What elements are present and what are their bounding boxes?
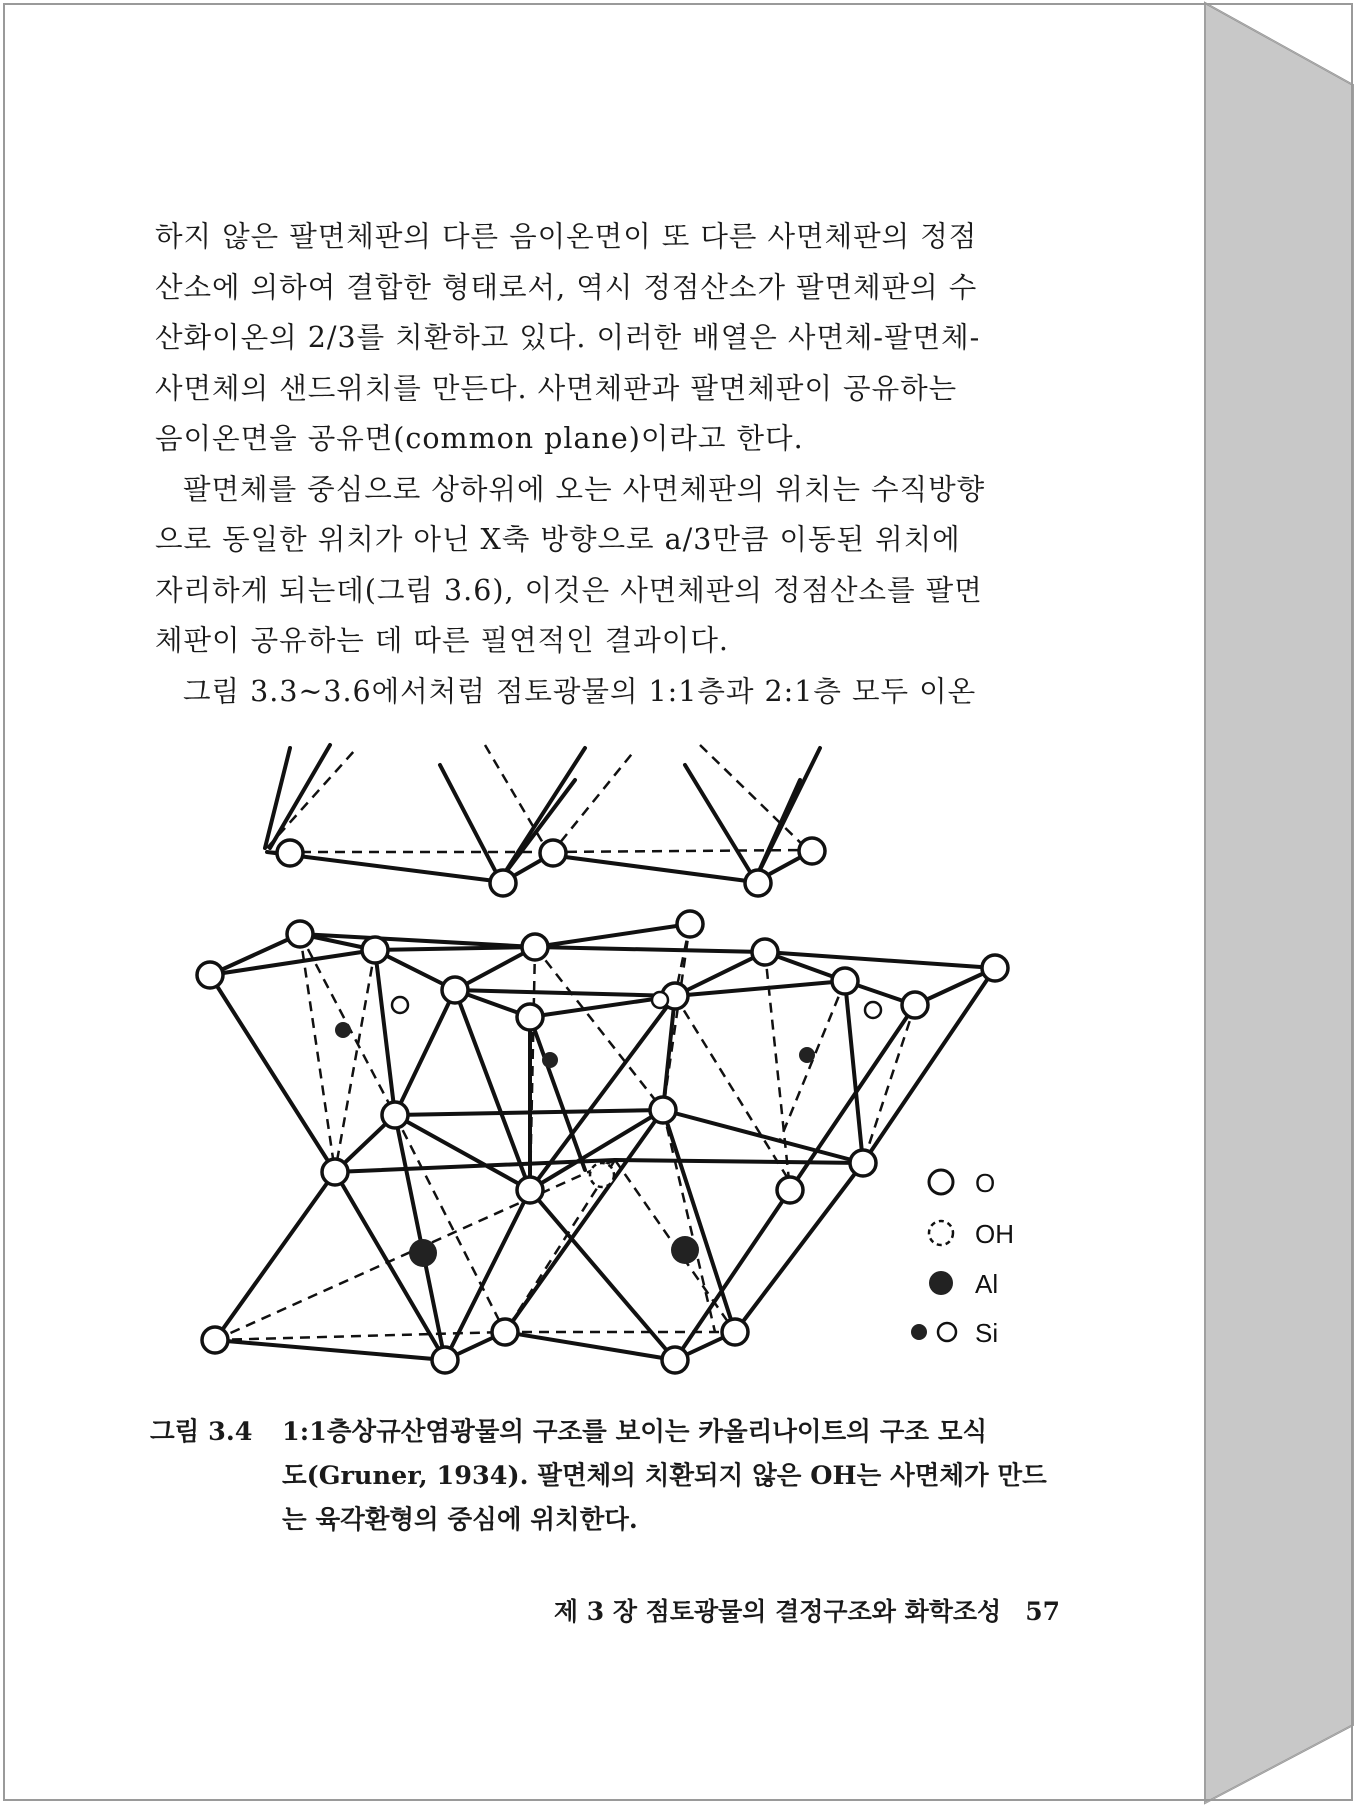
caption-line: 도(Gruner, 1934). 팔면체의 치환되지 않은 OH는 사면체가 만드 bbox=[282, 1461, 1047, 1491]
text-line: 체판이 공유하는 데 따른 필연적인 결과이다. bbox=[155, 624, 729, 657]
legend-o-label: O bbox=[975, 1168, 996, 1198]
legend-al-label: Al bbox=[975, 1269, 999, 1299]
text-line: 하지 않은 팔면체판의 다른 음이온면이 또 다른 사면체판의 정점 bbox=[155, 220, 978, 253]
text-line: 산소에 의하여 결합한 형태로서, 역시 정점산소가 팔면체판의 수 bbox=[155, 270, 978, 304]
legend-oh-label: OH bbox=[975, 1219, 1014, 1249]
text-line: 으로 동일한 위치가 아닌 X축 방향으로 a/3만큼 이동된 위치에 bbox=[155, 523, 961, 556]
chapter-title: 제 3 장 점토광물의 결정구조와 화학조성 bbox=[553, 1597, 1002, 1626]
body-text bbox=[155, 212, 1055, 717]
caption-line: 1:1층상규산염광물의 구조를 보이는 카올리나이트의 구조 모식 bbox=[282, 1417, 988, 1447]
legend-si-label: Si bbox=[975, 1318, 999, 1348]
text-line: 산화이온의 2/3를 치환하고 있다. 이러한 배열은 사면체-팔면체- bbox=[155, 321, 981, 354]
text-line: 음이온면을 공유면(common plane)이라고 한다. bbox=[155, 422, 804, 455]
page-footer bbox=[515, 1592, 1060, 1628]
structure-diagram bbox=[155, 720, 1055, 1400]
page-number: 57 bbox=[1025, 1597, 1060, 1626]
kaolinite-structure-figure bbox=[155, 720, 1055, 1400]
text-line: 팔면체를 중심으로 상하위에 오는 사면체판의 위치는 수직방향 bbox=[183, 472, 986, 506]
text-line: 자리하게 되는데(그림 3.6), 이것은 사면체판의 정점산소를 팔면 bbox=[155, 573, 983, 607]
caption-line: 는 육각환형의 중심에 위치한다. bbox=[282, 1505, 638, 1535]
figure-number: 그림 3.4 bbox=[150, 1417, 253, 1447]
legend bbox=[911, 1168, 1014, 1348]
oxygen-atoms bbox=[197, 838, 1008, 1373]
caption-text bbox=[282, 1410, 1062, 1542]
text-line: 사면체의 샌드위치를 만든다. 사면체판과 팔면체판이 공유하는 bbox=[155, 371, 958, 405]
text-line: 그림 3.3~3.6에서처럼 점토광물의 1:1층과 2:1층 모두 이온 bbox=[183, 674, 977, 708]
